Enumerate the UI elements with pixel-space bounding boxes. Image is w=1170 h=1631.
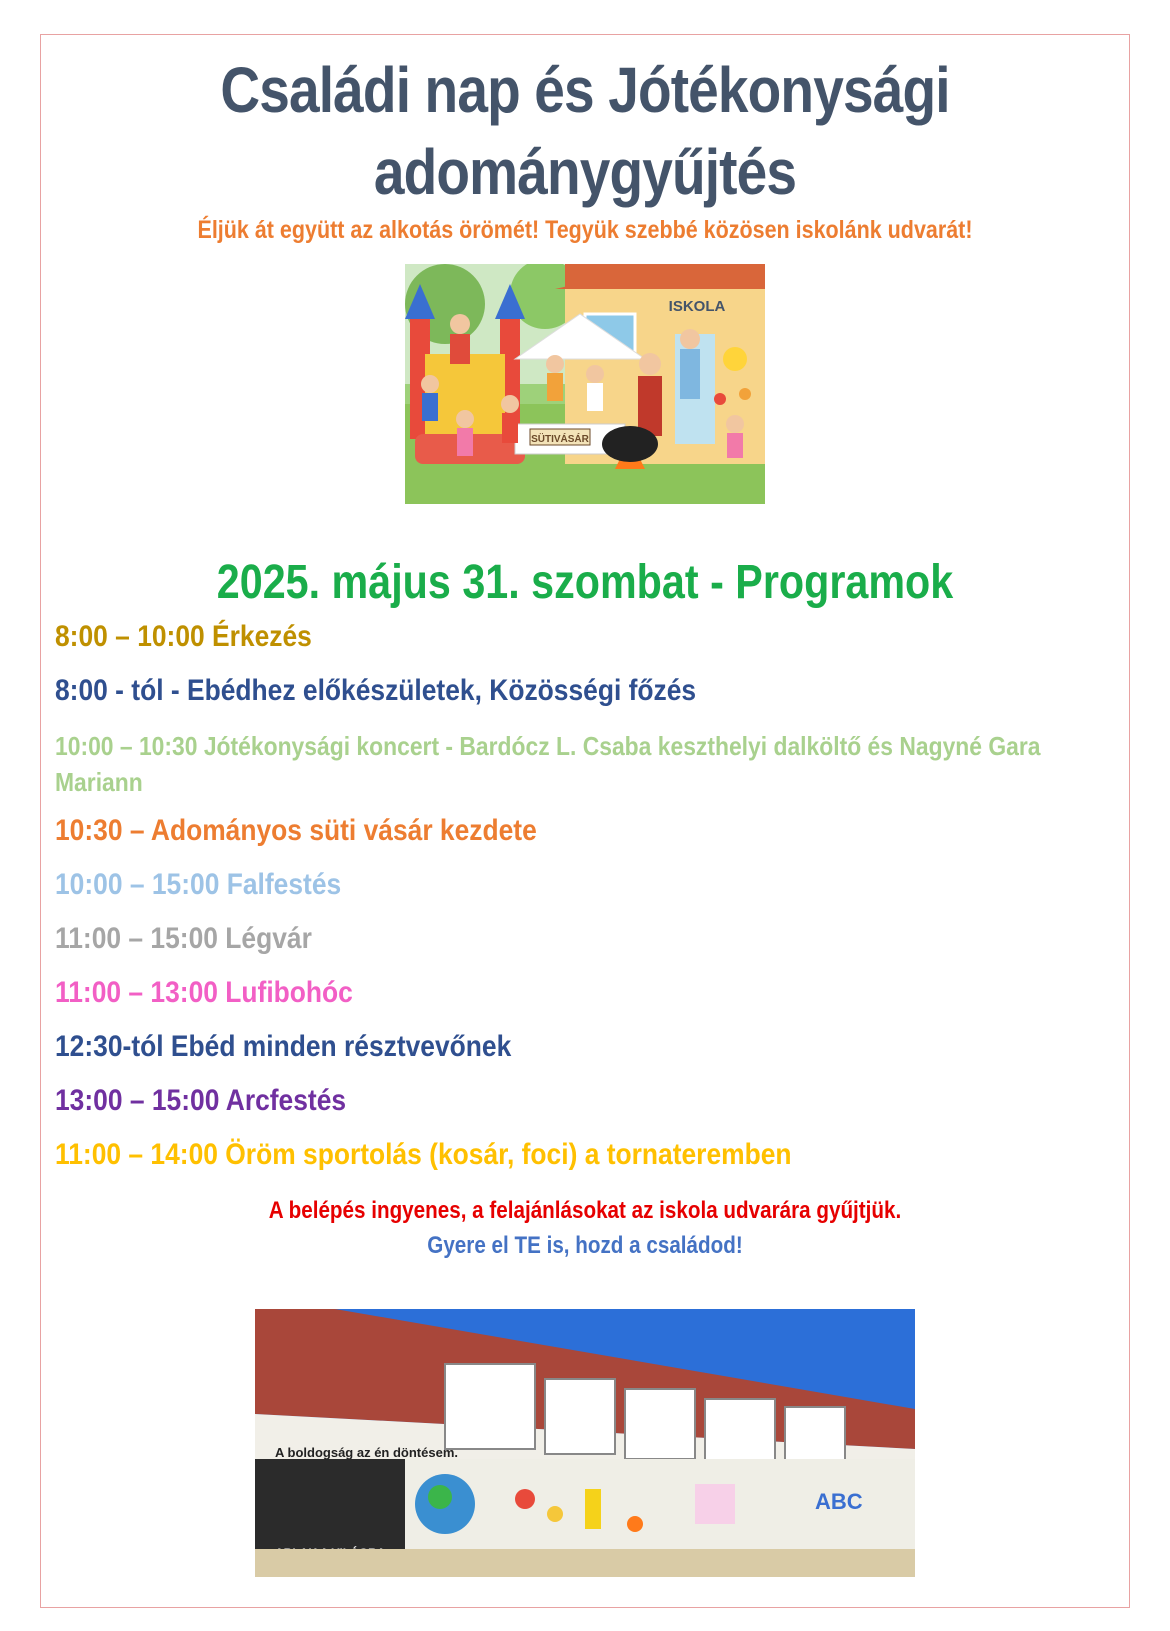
school-mural-photo <box>255 1309 915 1577</box>
poster-subtitle: Éljük át együtt az alkotás örömét! Tegyük szebbé közösen iskolánk udvarát! <box>197 216 973 244</box>
illustration-drawing <box>405 264 765 504</box>
poster-title-line2: adománygyűjtés <box>373 136 797 208</box>
mural-text-happiness: A boldogság az én döntésem. <box>275 1445 458 1460</box>
date-heading: 2025. május 31. szombat - Programok <box>216 556 954 609</box>
program-item: 13:00 – 15:00 Arcfestés <box>55 1084 347 1117</box>
poster-title-line1: Családi nap és Jótékonysági <box>220 54 950 126</box>
footer-invite: Gyere el TE is, hozd a családod! <box>427 1232 743 1259</box>
family-day-illustration <box>405 264 765 504</box>
program-item: 10:30 – Adományos süti vásár kezdete <box>55 814 537 847</box>
program-item: 11:00 – 15:00 Légvár <box>55 922 312 955</box>
program-item: 10:00 – 15:00 Falfestés <box>55 868 342 901</box>
footer-entry-note: A belépés ingyenes, a felajánlásokat az iskola udvarára gyűjtjük. <box>268 1197 902 1224</box>
program-item: 8:00 - tól - Ebédhez előkészületek, Közösségi főzés <box>55 674 697 707</box>
program-item: 8:00 – 10:00 Érkezés <box>55 620 312 653</box>
school-sign: ISKOLA <box>668 298 726 315</box>
program-item: 11:00 – 13:00 Lufibohóc <box>55 976 353 1009</box>
svg-text:ABC: ABC <box>815 1489 863 1514</box>
stall-sign: SÜTIVÁSÁR <box>531 434 589 445</box>
photo-drawing <box>255 1309 915 1577</box>
program-item: 12:30-tól Ebéd minden résztvevőnek <box>55 1030 512 1063</box>
program-item: 10:00 – 10:30 Jótékonysági koncert - Bardócz L. Csaba keszthelyi dalköltő és Nagyné Gara Mariann <box>55 731 1041 797</box>
program-item: 11:00 – 14:00 Öröm sportolás (kosár, foci) a tornateremben <box>55 1138 792 1171</box>
